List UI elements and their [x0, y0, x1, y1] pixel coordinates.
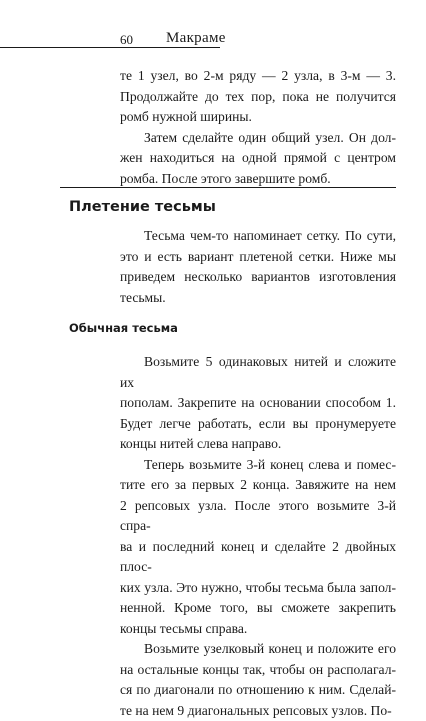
subsection-text	[120, 352, 396, 721]
text-line: тесьмы.	[120, 288, 396, 309]
text-line: те на нем 9 диагональных репсовых узлов. По-	[120, 701, 396, 721]
text-line: на остальные концы так, чтобы он располагал-	[120, 660, 396, 681]
text-line: концы тесьмы справа.	[120, 619, 396, 640]
text-line: приведем несколько вариантов изготовления	[120, 267, 396, 288]
text-line: 2 репсовых узла. После этого возьмите 3-й спра-	[120, 496, 396, 537]
text-line: это и есть вариант плетеной сетки. Ниже мы	[120, 247, 396, 268]
text-line: ненной. Кроме того, вы сможете закрепить	[120, 598, 396, 619]
paragraph	[120, 66, 396, 128]
intro-text	[120, 66, 396, 189]
text-line: ся по диагонали по отношению к ним. Сделай-	[120, 680, 396, 701]
text-line: тите его за первых 2 конца. Завяжите на нем	[120, 475, 396, 496]
text-line: ва и последний конец и сделайте 2 двойных плос-	[120, 537, 396, 578]
text-line: Продолжайте до тех пор, пока не получится	[120, 87, 396, 108]
text-line: ромба. После этого завершите ромб.	[120, 169, 396, 190]
section-text	[120, 226, 396, 308]
paragraph	[120, 639, 396, 721]
paragraph	[120, 455, 396, 640]
section-heading: Плетение тесьмы	[69, 199, 216, 215]
text-line: те 1 узел, во 2-м ряду — 2 узла, в 3-м — 3.	[120, 66, 396, 87]
page-number: 60	[120, 32, 133, 48]
text-line: ромб нужной ширины.	[120, 107, 396, 128]
text-line: жен находиться на одной прямой с центром	[120, 148, 396, 169]
text-line: Тесьма чем-то напоминает сетку. По сути,	[120, 226, 396, 247]
section-rule	[60, 187, 396, 188]
subsection-heading: Обычная тесьма	[69, 321, 178, 335]
page-header	[0, 30, 426, 60]
text-line: Затем сделайте один общий узел. Он дол-	[120, 128, 396, 149]
text-line: Будет легче работать, если вы пронумеруете	[120, 414, 396, 435]
text-line: Возьмите узелковый конец и положите его	[120, 639, 396, 660]
paragraph	[120, 352, 396, 455]
paragraph	[120, 226, 396, 308]
text-line: концы нитей слева направо.	[120, 434, 396, 455]
text-line: Возьмите 5 одинаковых нитей и сложите их	[120, 352, 396, 393]
paragraph	[120, 128, 396, 190]
header-rule	[0, 47, 220, 48]
text-line: пополам. Закрепите на основании способом 1.	[120, 393, 396, 414]
text-line: Теперь возьмите 3-й конец слева и помес-	[120, 455, 396, 476]
running-title: Макраме	[166, 30, 226, 47]
text-line: ких узла. Это нужно, чтобы тесьма была запол-	[120, 578, 396, 599]
